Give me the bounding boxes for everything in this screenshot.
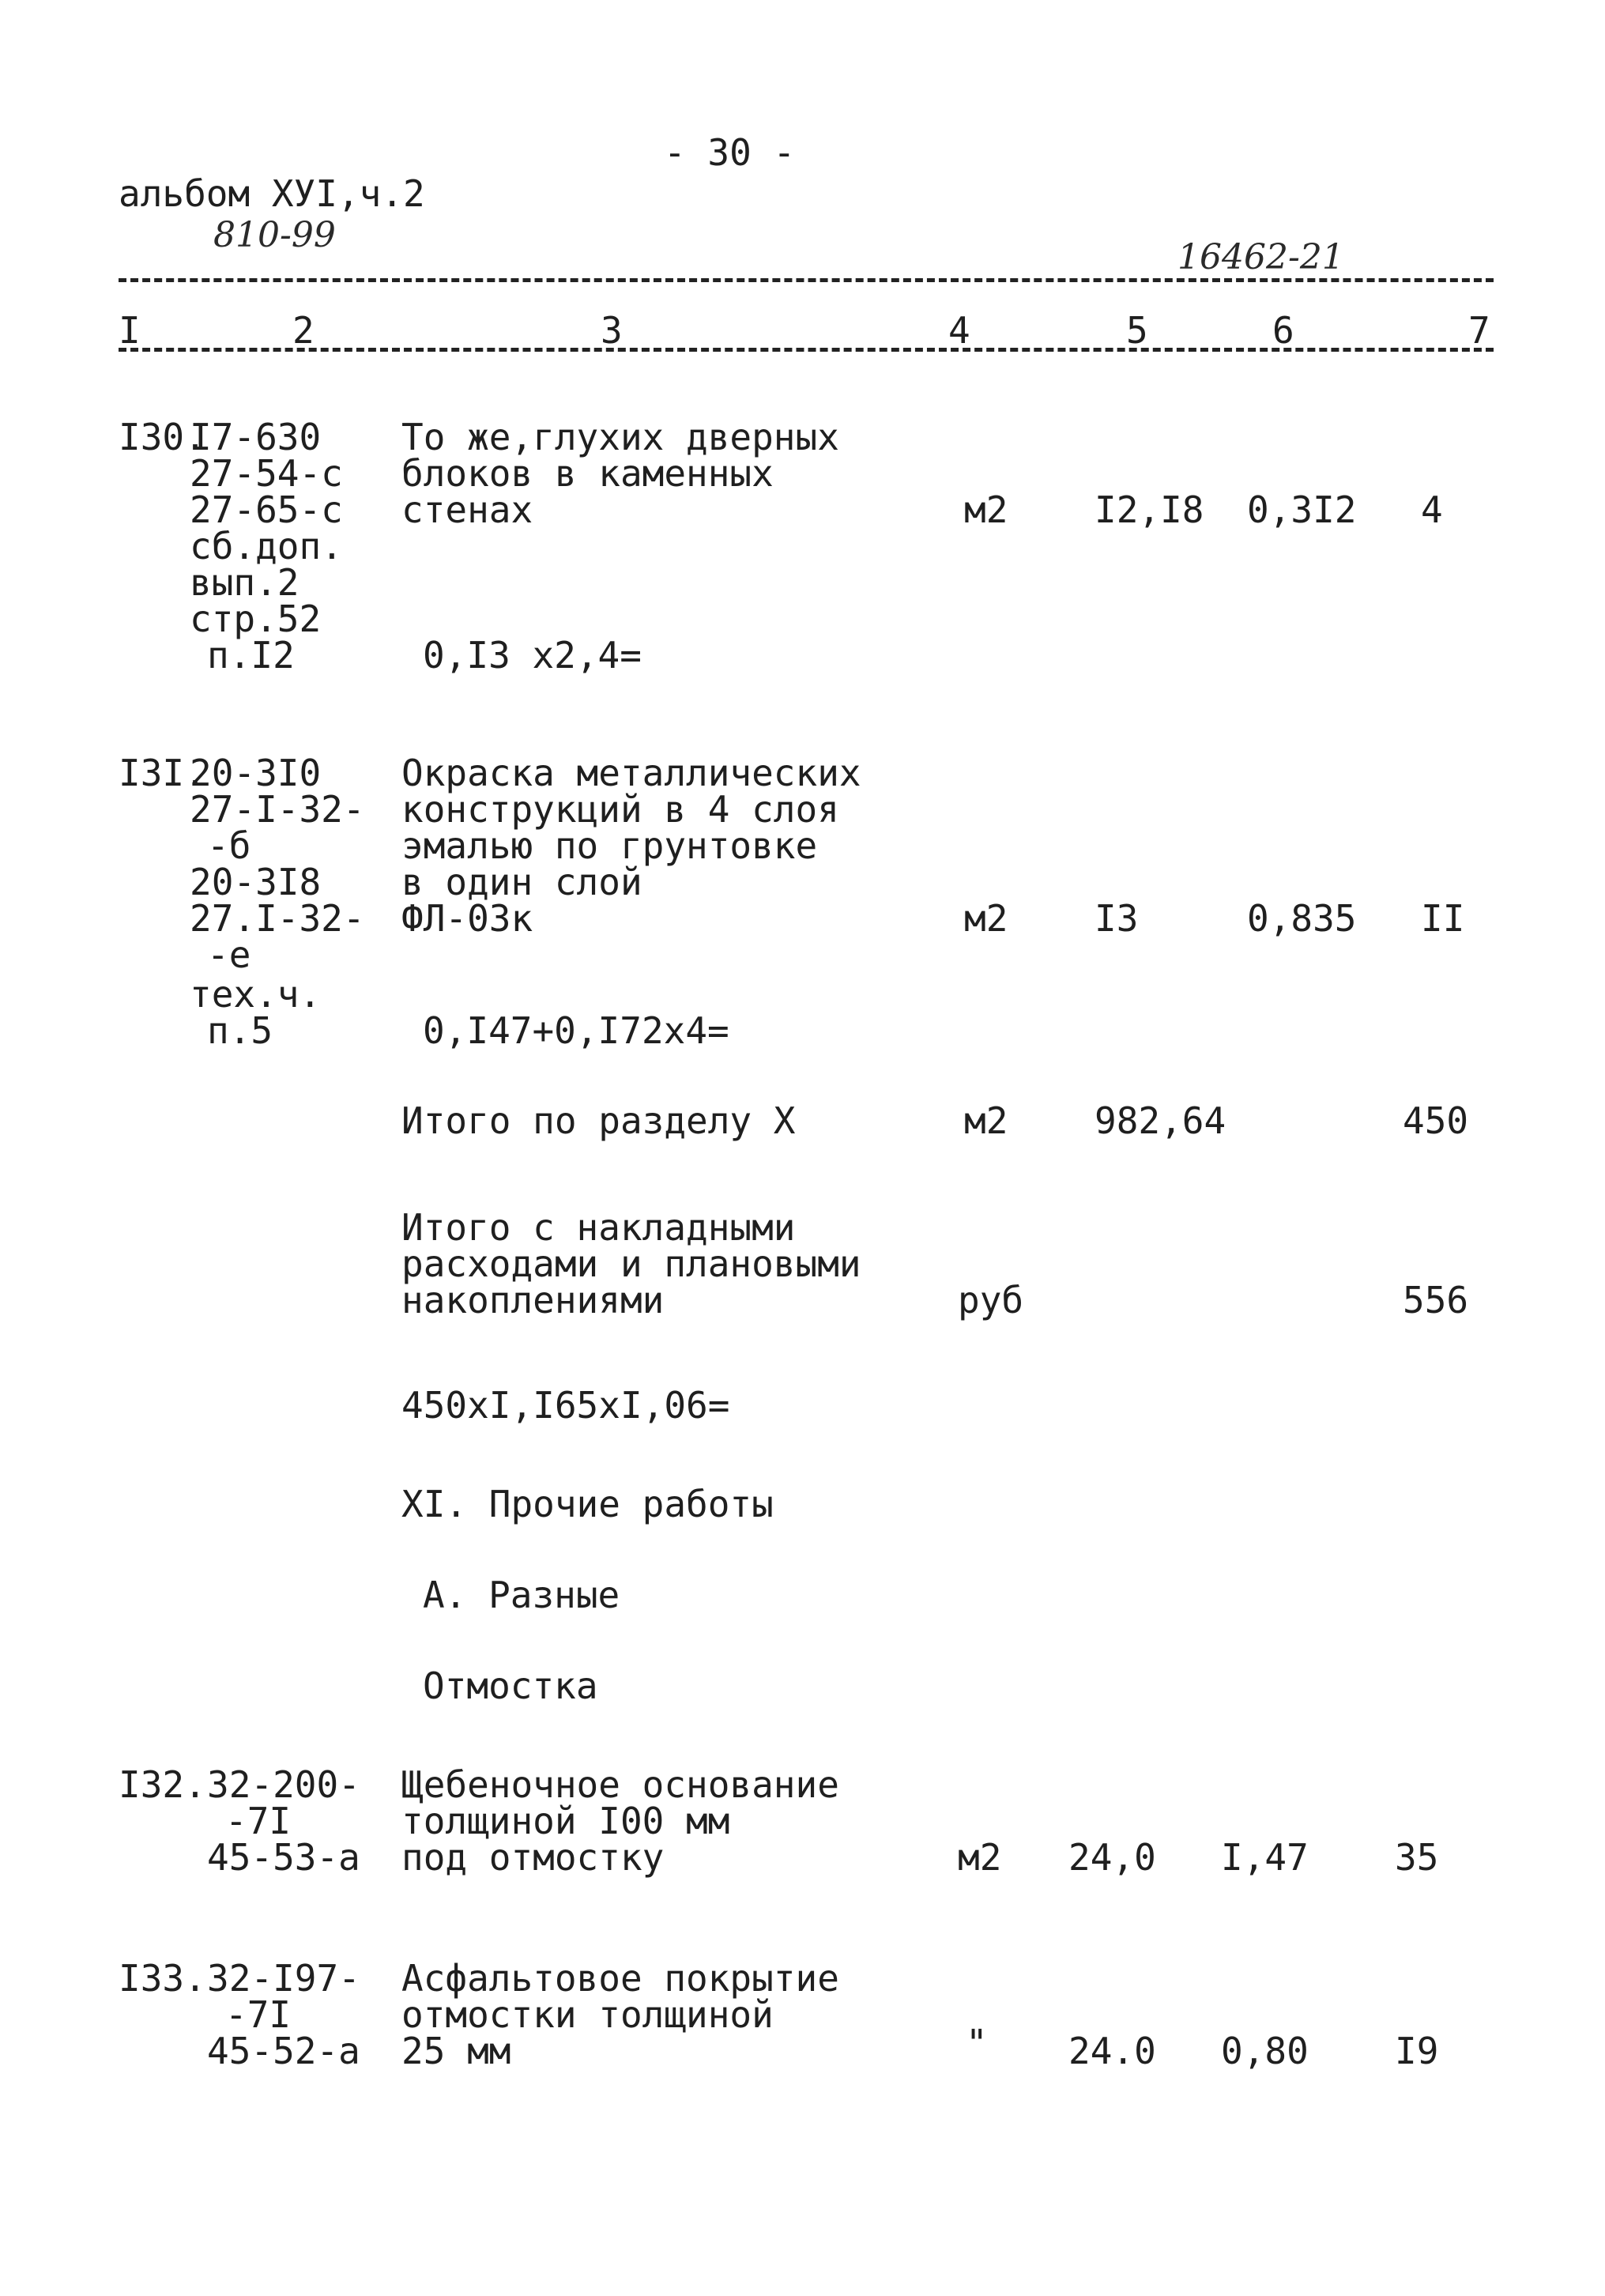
subtotal-unit: м2 [964,1099,1008,1142]
row-description: ФЛ-03к [401,897,533,940]
row-code: 27-I-32- [190,788,365,831]
row-description: Окраска металлических [401,752,861,794]
row-description: конструкций в 4 слоя [401,788,839,831]
header-divider-top [119,278,1494,282]
row-code: I7-630 [190,416,322,458]
row-description: эмалью по грунтовке [401,824,818,867]
row-code: -б [207,824,251,867]
row-total: 4 [1421,488,1443,531]
overhead-label: накоплениями [401,1279,665,1321]
row-formula: 0,I47+0,I72х4= [423,1009,729,1052]
row-description: Щебеночное основание [401,1763,839,1806]
row-code: стр.52 [190,598,322,640]
subsection-title: А. Разные [423,1574,620,1616]
row-code: вып.2 [190,561,300,604]
row-unit: м2 [964,897,1008,940]
row-unit: м2 [964,488,1008,531]
row-code: -7I [225,1993,292,2036]
overhead-label: Итого с накладными [401,1206,796,1249]
column-number: I [119,309,141,352]
row-total: II [1421,897,1465,940]
row-code: -е [207,933,251,976]
row-quantity: 24,0 [1068,1836,1156,1879]
row-quantity: 24.0 [1068,2030,1156,2072]
column-number: 6 [1272,309,1294,352]
row-code: 32-200- [207,1763,360,1806]
row-number: I30. [119,416,206,458]
row-code: -7I [225,1800,292,1842]
row-code: сб.доп. [190,525,343,567]
row-code: 45-53-а [207,1836,360,1879]
overhead-formula: 450хI,I65хI,06= [401,1384,730,1427]
column-number: 7 [1468,309,1490,352]
row-description: стенах [401,488,533,531]
row-code: 27-54-с [190,452,343,495]
row-code: тех.ч. [190,973,322,1016]
column-number: 5 [1126,309,1148,352]
row-number: I32. [119,1763,206,1806]
row-code: 32-I97- [207,1957,360,2000]
row-total: I9 [1395,2030,1439,2072]
row-code: 20-3I0 [190,752,322,794]
row-code: п.I2 [207,634,295,677]
row-description: 25 мм [401,2030,511,2072]
overhead-total: 556 [1403,1279,1469,1321]
row-quantity: I3 [1094,897,1139,940]
column-number: 4 [948,309,970,352]
row-number: I33. [119,1957,206,2000]
overhead-unit: руб [958,1279,1024,1321]
header-divider-bottom [119,348,1494,352]
album-reference: альбом XУI,ч.2 [119,172,425,215]
page-number: - 30 - [664,131,796,174]
item-heading: Отмостка [423,1665,598,1707]
column-number: 2 [292,309,315,352]
subtotal-total: 450 [1403,1099,1469,1142]
row-rate: 0,3I2 [1247,488,1357,531]
row-code: 27.I-32- [190,897,365,940]
row-description: Асфальтовое покрытие [401,1957,839,2000]
row-unit: м2 [958,1836,1002,1879]
subtotal-label: Итого по разделу Х [401,1099,796,1142]
column-number: 3 [601,309,623,352]
row-quantity: I2,I8 [1094,488,1204,531]
row-rate: I,47 [1221,1836,1309,1879]
row-unit: " [966,2022,988,2064]
section-title: XI. Прочие работы [401,1483,774,1525]
row-formula: 0,I3 х2,4= [423,634,642,677]
row-description: То же,глухих дверных [401,416,839,458]
row-description: отмостки толщиной [401,1993,774,2036]
row-description: под отмостку [401,1836,665,1879]
row-description: толщиной I00 мм [401,1800,730,1842]
row-rate: 0,835 [1247,897,1357,940]
row-rate: 0,80 [1221,2030,1309,2072]
row-code: 45-52-а [207,2030,360,2072]
row-number: I3I. [119,752,206,794]
overhead-label: расходами и плановыми [401,1242,861,1285]
row-code: 20-3I8 [190,861,322,903]
row-code: 27-65-с [190,488,343,531]
row-description: в один слой [401,861,642,903]
handwritten-code-left: 810-99 [213,215,336,255]
row-description: блоков в каменных [401,452,774,495]
row-code: п.5 [207,1009,273,1052]
row-total: 35 [1395,1836,1439,1879]
handwritten-code-right: 16462-21 [1177,237,1344,277]
subtotal-quantity: 982,64 [1094,1099,1226,1142]
